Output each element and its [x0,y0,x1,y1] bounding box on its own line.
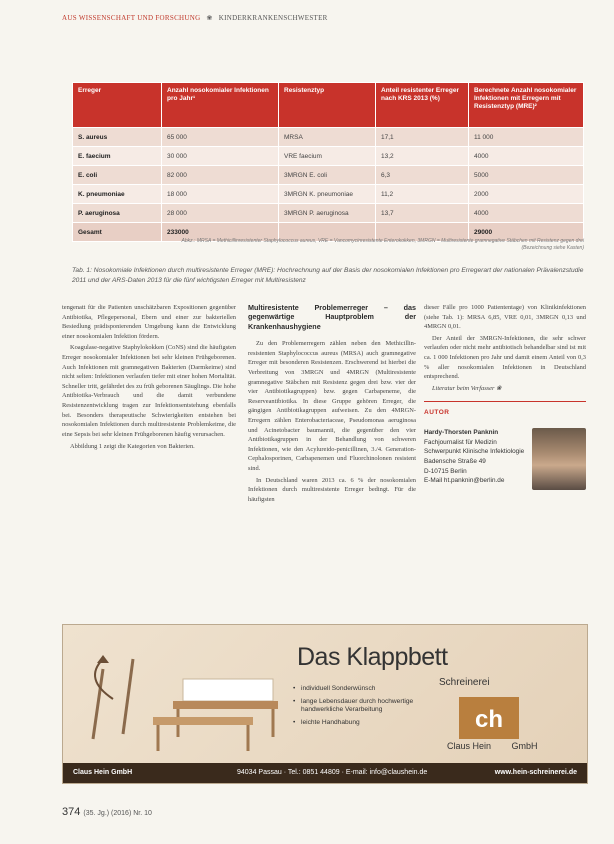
page-number: 374 [62,806,81,818]
paragraph: dieser Fälle pro 1000 Patiententage) von Klinikinfektionen (siehe Tab. 1): MRSA 6,85, VRE 0,01, 3MRGN 0,13 und 4MRGN 0,01. [424,304,586,331]
table-header-row [73,83,584,128]
table-cell: E. coli [73,166,162,185]
author-line: Schwerpunkt Klinische Infektiologie [424,448,525,456]
header-journal: KINDERKRANKENSCHWESTER [218,14,328,22]
table-header: Anteil resistenter Erreger nach KRS 2013 (%) [376,83,469,128]
table-cell: 30 000 [162,147,279,166]
author-label: AUTOR [424,409,450,417]
table-cell: K. pneumoniae [73,185,162,204]
table-cell: 29000 [469,223,584,242]
table-row [73,185,584,204]
table-cell: 18 000 [162,185,279,204]
table-row [73,147,584,166]
paragraph: In Deutschland waren 2013 ca. 6 % der nosokomialen Infektionen durch multiresistente Erreger bedingt. Für die häufigsten [248,476,416,503]
header-section: AUS WISSENSCHAFT UND FORSCHUNG [62,14,201,22]
ad-bar-company: Claus Hein GmbH [73,769,133,776]
ad-website-link[interactable]: www.hein-schreinerei.de [494,769,577,776]
list-item: • leichte Handhabung [293,719,423,728]
table-caption: Tab. 1: Nosokomiale Infektionen durch multiresistente Erreger (MRE): Hochrechnung auf der Basis der nosokomialen Infektionen pro Erregerart der nationalen Prävalenzstudie 2011 und der ARS-Daten 2013 für die fünf wichtigsten Erreger mit Multiresistenz [72,267,584,284]
ch-logo-icon [459,697,519,739]
table-cell: 11 000 [469,128,584,147]
header-separator-icon: ❀ [206,14,213,22]
paragraph: Koagulase-negative Staphylokokken (CoNS) sind die häufigsten Erreger nosokomialer Infektionen bei sehr kleinen Frühgeborenen. Auch Infektionen mit gramnegativen Bakterien (Darmkeime) sind nicht selten: Infektionen verlaufen tiefer mit einer hohen Mortalität. Schneller tritt, gefährdet des zu früh geborenen Säuglings. Die hohe Antibiotika-Verbrauch und die damit verbundene Resistenzentwicklung tragen zur Infektionsentstehung ebenfalls bei. Besonders therapeutische Schwierigkeiten entstehen bei nosokomialen Infektionen durch multiresistente Problemkeime, die eine Sepsis bei sehr kleinen Frühgeborenen häufig verursachen. [62,344,236,438]
author-box [424,428,586,486]
table-cell: 13,2 [376,147,469,166]
table-cell: 3MRGN E. coli [279,166,376,185]
table-cell: 65 000 [162,128,279,147]
table-cell: 5000 [469,166,584,185]
ad-company: Claus Hein GmbH [447,741,538,751]
table-header: Berechnete Anzahl nosokomialer Infektionen mit Erregern mit Resistenztyp (MRE)² [469,83,584,128]
table-cell: P. aeruginosa [73,204,162,223]
ad-features [293,685,423,731]
issue-ref: (35. Jg.) (2016) Nr. 10 [83,810,152,817]
table-cell: 11,2 [376,185,469,204]
table-cell: 28 000 [162,204,279,223]
table-cell: 2000 [469,185,584,204]
table-cell: 3MRGN P. aeruginosa [279,204,376,223]
table-cell: 6,3 [376,166,469,185]
end-mark-icon: ❀ [496,384,502,392]
table-cell: 17,1 [376,128,469,147]
paragraph: tengenatt für die Patienten unschätzbaren Expositionen gegenüber Antibiotika, Pflegepersonal, Ebern und einer zur bakteriellen Besiedlung prädisponierenden Umgebung kann die Entwicklung einer nosokomialen Infektion fördern. [62,304,236,340]
literature-note: Literatur beim Verfasser ❀ [432,384,502,392]
table-cell: 233000 [162,223,279,242]
text-column-2 [248,303,416,506]
table-row [73,166,584,185]
advertisement[interactable] [62,624,588,784]
table-cell: 3MRGN K. pneumoniae [279,185,376,204]
table-cell: 4000 [469,204,584,223]
folding-bed-illustration [73,639,283,757]
paragraph: Zu den Problemerregern zählen neben den Methicillin-resistenten Staphylococcus aureus (MRSA) auch gramnegative Erreger mit besonderen Resistenzen. Erschwerend ist hierbei die Verbreitung von 3MRGN und 4MRGN (Multiresistente gramnegative Stäbchen mit Resistenz gegen drei bzw. vier der vier Antibiotikagruppen) bzw. gegen Carbapeneme, die Reserveantibiotika. In diese Gruppe gehören Erreger, die gängigen Antibiotikagruppen aufweisen. Zu den 4MRGN-Erregern zählen Enterobacteriaceae, Pseudomonas aeruginosa und Acinetobacter baumannii, die gegenüber den vier Antibiotikagruppen in der Behandlung von schweren Infektionen, wie den Acylureido-penicillinen, 3./4. Generation-Cephalosporinen, Carbapenemen und Fluorchinolonen resistent sind. [248,340,416,472]
paragraph: Abbildung 1 zeigt die Kategorien von Bakterien. [70,442,195,450]
list-item: • individuell Sonderwünsch [293,685,423,694]
author-line: Badensche Straße 49 [424,458,486,466]
paragraph: Der Anteil der 3MRGN-Infektionen, die sehr schwer verlaufen oder nicht mehr antibiotisch behandelbar sind ist mit ca. 1 000 Infektionen pro Jahr und damit einem Anteil von 0,3 % aller nosokomialen Infektionen in Deutschland entsprechend. [424,334,586,381]
section-heading: Multiresistente Problemerreger – das gegenwärtige Hauptproblem der Krankenhaushygiene [248,303,416,331]
table-abbreviations: Abkz.: MRSA = Methicillinresistenter Staphylococcus aureus, VRE = Vancomycinresistente Enterokokken, 3MRGN = Multiresistente gramnegative Stäbchen mit Resistenz gegen drei (Bezeichnung siehe Kasten) [181,238,584,251]
table-cell: S. aureus [73,128,162,147]
table-header: Anzahl nosokomialer Infektionen pro Jahr¹ [162,83,279,128]
text-column-3 [424,303,586,486]
divider [424,401,586,402]
mre-table [72,82,584,242]
table-row [73,128,584,147]
table-cell: 82 000 [162,166,279,185]
ad-contact-bar [63,763,587,783]
ad-schreinerei: Schreinerei [439,677,490,688]
table-cell: VRE faecium [279,147,376,166]
table-cell: Gesamt [73,223,162,242]
author-line: Fachjournalist für Medizin [424,438,497,446]
list-item: • lange Lebensdauer durch hochwertige handwerkliche Verarbeitung [293,698,423,715]
ad-title: Das Klappbett [297,643,448,671]
svg-text:ch: ch [474,706,504,733]
table-cell: MRSA [279,128,376,147]
ad-bar-contact: 94034 Passau · Tel.: 0851 44809 · E-mail: info@claushein.de [237,769,428,776]
text-column-1 [62,303,236,453]
author-line: D-10715 Berlin [424,467,467,475]
table-cell: E. faecium [73,147,162,166]
table-header: Resistenztyp [279,83,376,128]
page-footer [62,806,152,818]
table-row [73,204,584,223]
author-email[interactable]: E-Mail ht.panknin@berlin.de [424,477,505,485]
table-cell: 13,7 [376,204,469,223]
running-header [62,14,328,22]
author-name: Hardy-Thorsten Panknin [424,429,499,437]
table-header: Erreger [73,83,162,128]
table-cell: 4000 [469,147,584,166]
author-photo [532,428,586,490]
